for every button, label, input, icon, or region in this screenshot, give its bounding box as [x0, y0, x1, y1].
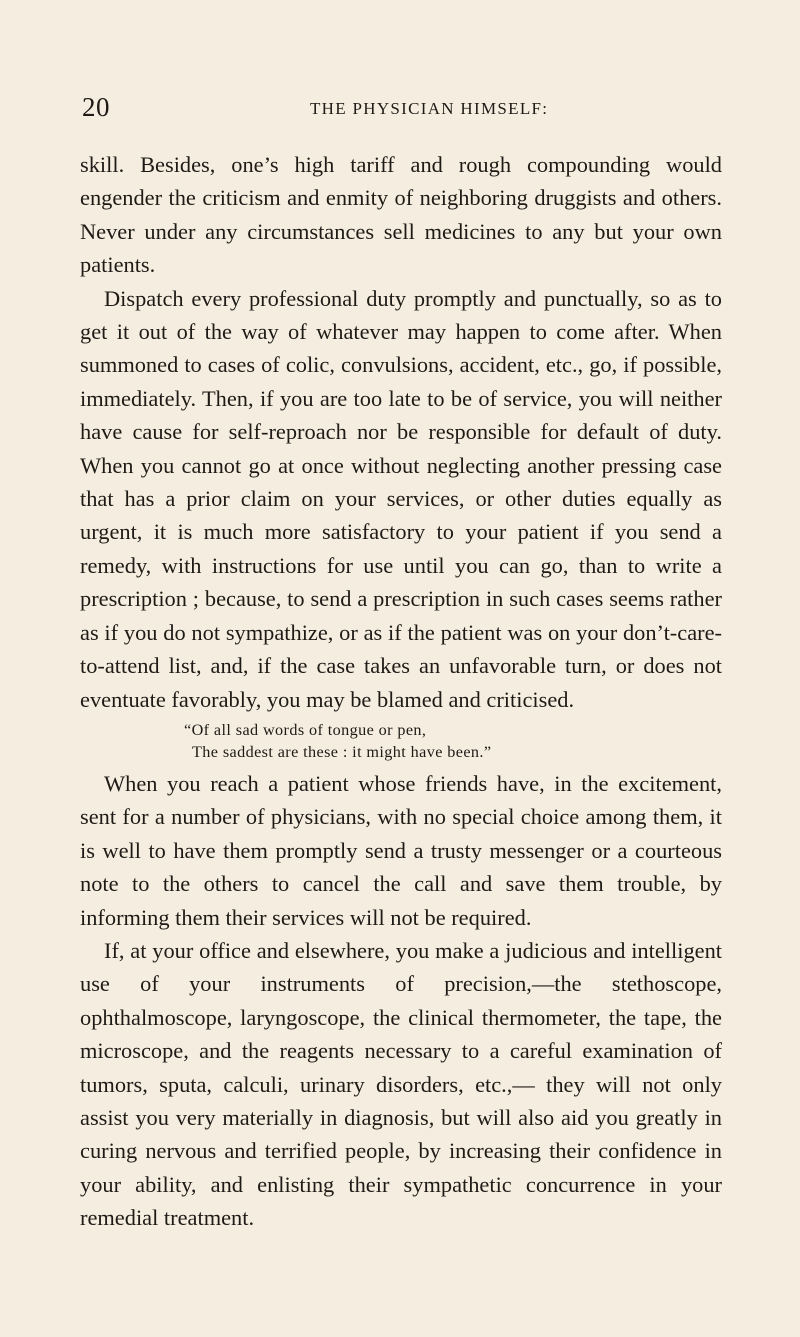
- page-header: [82, 92, 722, 122]
- paragraph-4: If, at your office and elsewhere, you make a judicious and intelligent use of your instruments of precision,—the stethoscope, ophthalmoscope, laryngoscope, the clinical thermometer, the tape, the microscope, and the reagents necessary to a careful examination of tumors, sputa, calculi, urinary disorders, etc.,— they will not only assist you very materially in diagnosis, but will also aid you greatly in curing nervous and terrified people, by increasing their confidence in your ability, and enlisting their sympathetic concurrence in your remedial treatment.: [80, 937, 722, 1231]
- paragraph-1: skill. Besides, one’s high tariff and rough compounding would engender the criticism and enmity of neighboring druggists and others. Never under any circumstances sell medicines to any but your own patients.: [80, 152, 722, 278]
- paragraph-3: When you reach a patient whose friends have, in the excitement, sent for a number of physicians, with no special choice among them, it is well to have them promptly send a trusty messenger or a courteous note to the others to cancel the call and save them trouble, by informing them their services will not be required.: [80, 770, 722, 930]
- body-text: [80, 148, 722, 1235]
- paragraph-2: Dispatch every professional duty promptly and punctually, so as to get it out of the way of whatever may happen to come after. When summoned to cases of colic, convulsions, accident, etc., go, if possible, immediately. Then, if you are too late to be of service, you will neither have cause for self-reproach nor be responsible for default of duty. When you cannot go at once without neglecting another pressing case that has a prior claim on your services, or other duties equally as urgent, it is much more satisfactory to your patient if you send a remedy, with instructions for use until you can go, than to write a prescription ; because, to send a prescription in such cases seems rather as if you do not sympathize, or as if the patient was on your don’t-care-to-attend list, and, if the case takes an unfavorable turn, or does not eventuate favorably, you may be blamed and criticised.: [80, 285, 722, 712]
- quote-line-1: “Of all sad words of tongue or pen,: [184, 720, 427, 739]
- verse-quote: [80, 719, 722, 763]
- quote-line-2: The saddest are these : it might have been.”: [192, 742, 492, 761]
- running-head: THE PHYSICIAN HIMSELF:: [310, 99, 549, 118]
- page-number: 20: [82, 92, 110, 122]
